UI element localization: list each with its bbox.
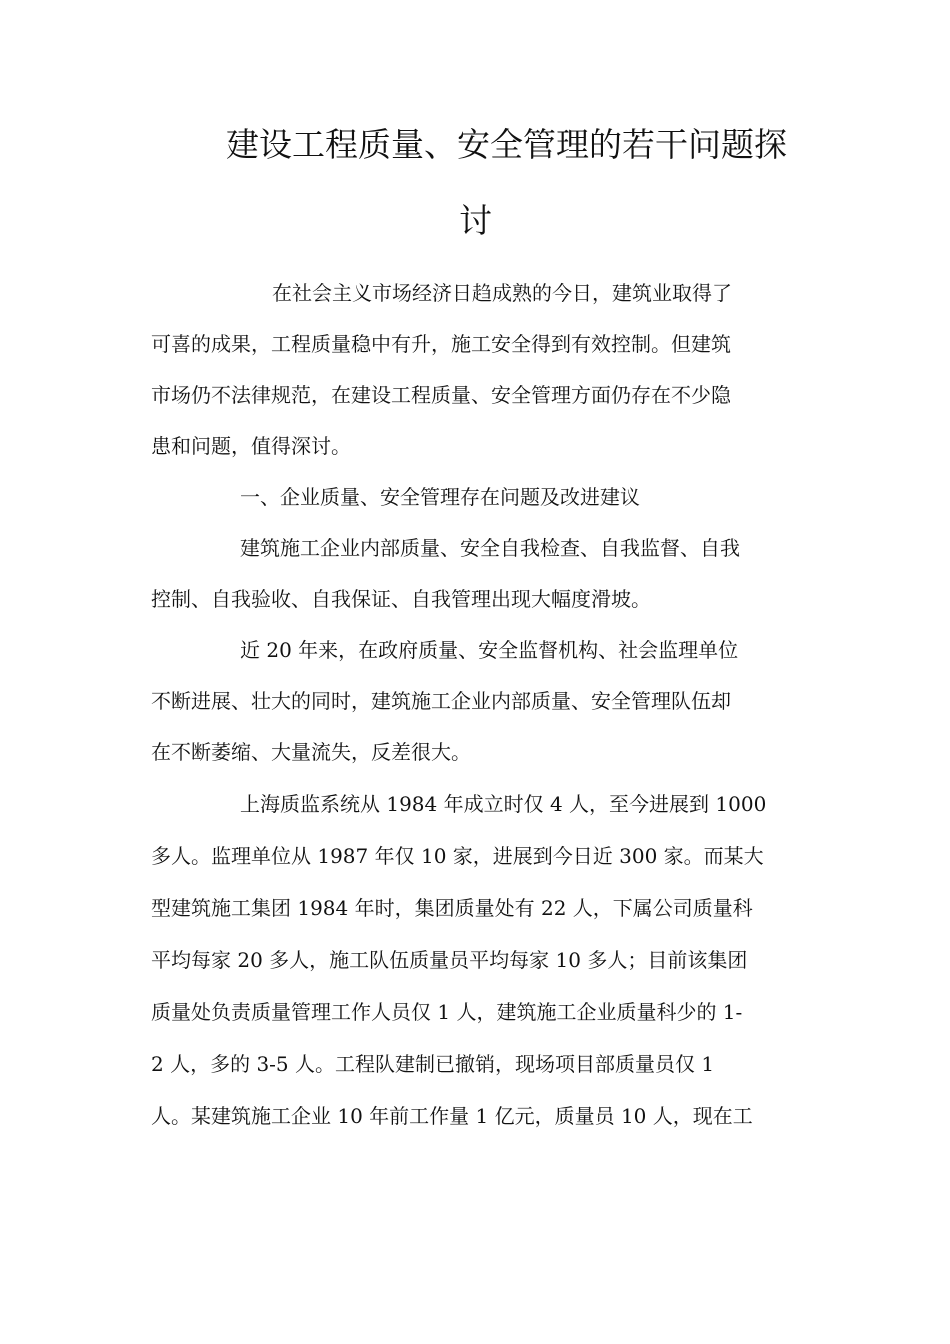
body-line: 近 20 年来，在政府质量、安全监督机构、社会监理单位 — [240, 638, 739, 662]
body-line: 患和问题，值得深讨。 — [151, 434, 351, 458]
body-line: 2 人，多的 3-5 人。工程队建制已撤销，现场项目部质量员仅 1 — [151, 1052, 715, 1076]
body-line: 建筑施工企业内部质量、安全自我检查、自我监督、自我 — [240, 536, 740, 560]
document-title-line-2: 讨 — [459, 201, 492, 240]
document-title-line-1: 建设工程质量、安全管理的若干问题探 — [226, 125, 787, 164]
body-line: 可喜的成果，工程质量稳中有升，施工安全得到有效控制。但建筑 — [151, 332, 731, 356]
body-line: 人。某建筑施工企业 10 年前工作量 1 亿元，质量员 10 人，现在工 — [151, 1104, 753, 1128]
body-line: 市场仍不法律规范，在建设工程质量、安全管理方面仍存在不少隐 — [151, 383, 731, 407]
body-line: 平均每家 20 多人，施工队伍质量员平均每家 10 多人；目前该集团 — [151, 948, 748, 972]
body-line: 型建筑施工集团 1984 年时，集团质量处有 22 人，下属公司质量科 — [151, 896, 753, 920]
body-line: 控制、自我验收、自我保证、自我管理出现大幅度滑坡。 — [151, 587, 651, 611]
body-line: 在社会主义市场经济日趋成熟的今日，建筑业取得了 — [272, 281, 732, 305]
body-line: 多人。监理单位从 1987 年仅 10 家，进展到今日近 300 家。而某大 — [151, 844, 764, 868]
body-line: 质量处负责质量管理工作人员仅 1 人，建筑施工企业质量科少的 1- — [151, 1000, 743, 1024]
body-line: 在不断萎缩、大量流失，反差很大。 — [151, 740, 471, 764]
body-line: 不断进展、壮大的同时，建筑施工企业内部质量、安全管理队伍却 — [151, 689, 731, 713]
body-line: 上海质监系统从 1984 年成立时仅 4 人，至今进展到 1000 — [240, 792, 767, 816]
section-heading: 一、企业质量、安全管理存在问题及改进建议 — [240, 485, 640, 509]
